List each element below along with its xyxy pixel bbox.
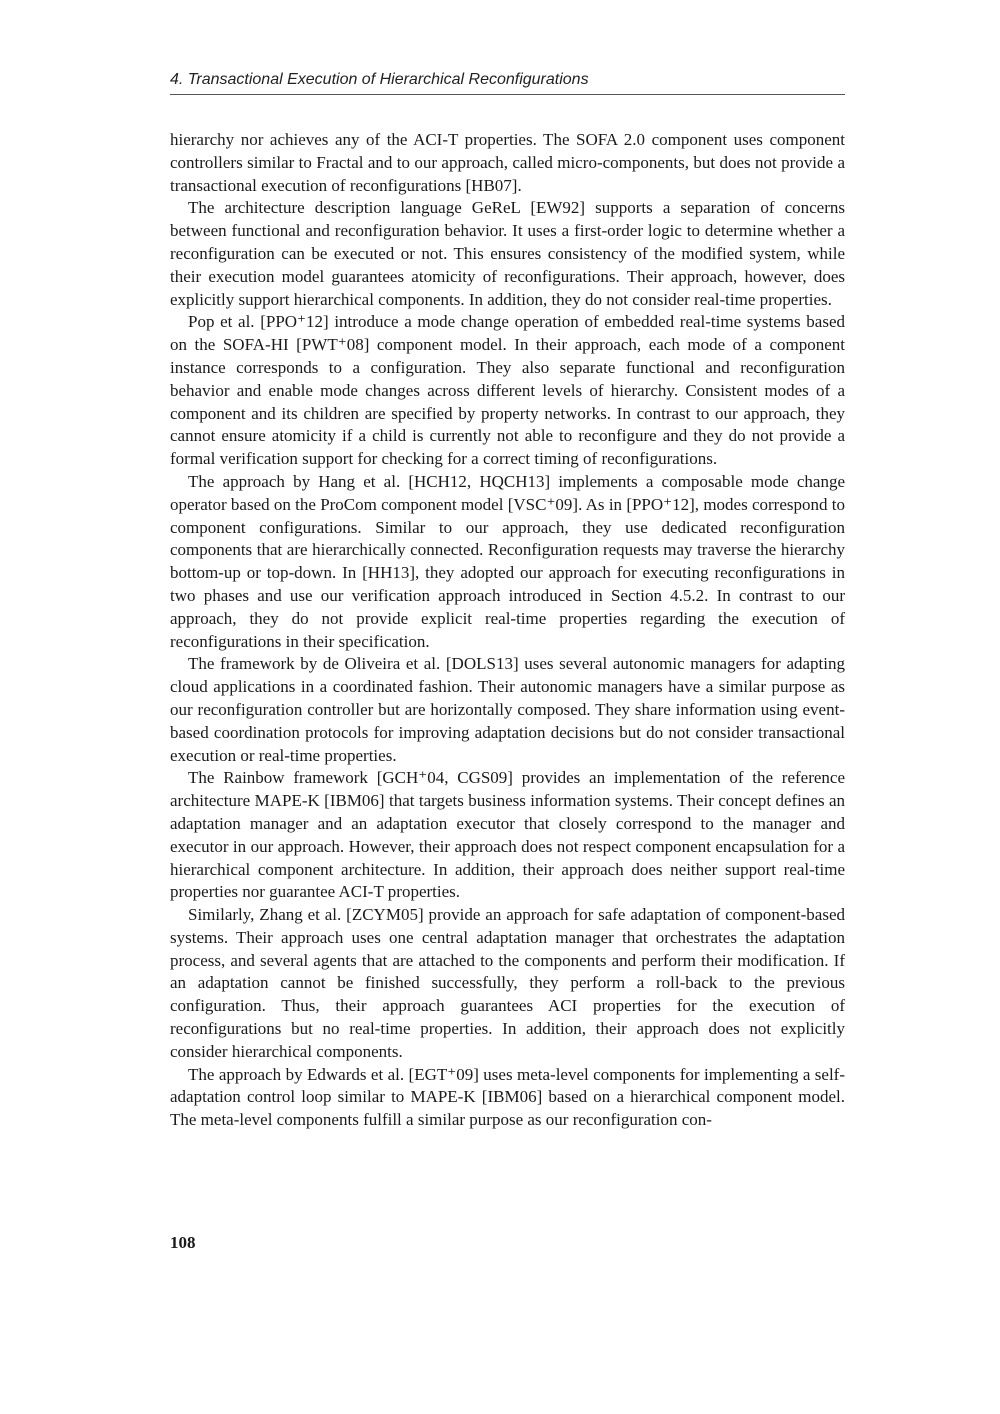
- paragraph-gerel: The architecture description language GeReL [EW92] supports a separation of concerns between functional and reconfiguration behavior. It uses a first-order logic to determine whether a reconfiguration can be executed or not. This ensures consistency of the modified system, while their execution model guarantees atomicity of reconfigurations. Their approach, however, does explicitly support hierarchical components. In addition, they do not consider real-time properties.: [170, 198, 845, 309]
- body-text: [170, 129, 845, 1132]
- running-header: [170, 70, 845, 95]
- running-header-title: 4. Transactional Execution of Hierarchical Reconfigurations: [170, 71, 589, 88]
- paragraph-edwards: The approach by Edwards et al. [EGT⁺09] uses meta-level components for implementing a self-adaptation control loop similar to MAPE-K [IBM06] based on a hierarchical component model. The meta-level components fulfill a similar purpose as our reconfiguration con-: [170, 1064, 845, 1130]
- paragraph-zhang: Similarly, Zhang et al. [ZCYM05] provide an approach for safe adaptation of component-based systems. Their approach uses one central adaptation manager that orchestrates the adaptation process, and several agents that are attached to the components and perform their modification. If an adaptation cannot be finished successfully, they perform a roll-back to the previous configuration. Thus, their approach guarantees ACI properties for the execution of reconfigurations but no real-time properties. In addition, their approach does not explicitly consider hierarchical components.: [170, 905, 845, 1061]
- paragraph-hang: The approach by Hang et al. [HCH12, HQCH13] implements a composable mode change operator based on the ProCom component model [VSC⁺09]. As in [PPO⁺12], modes correspond to component configurations. Similar to our approach, they use dedicated reconfiguration components that are hierarchically connected. Reconfiguration requests may traverse the hierarchy bottom-up or top-down. In [HH13], they adopted our approach for executing reconfigurations in two phases and use our verification approach introduced in Section 4.5.2. In contrast to our approach, they do not provide explicit real-time properties regarding the execution of reconfigurations in their specification.: [170, 471, 845, 651]
- paragraph-hierarchy-continuation: hierarchy nor achieves any of the ACI-T properties. The SOFA 2.0 component uses component controllers similar to Fractal and to our approach, called micro-components, but does not provide a transactional execution of reconfigurations [HB07].: [170, 130, 845, 195]
- paragraph-pop: Pop et al. [PPO⁺12] introduce a mode change operation of embedded real-time systems based on the SOFA-HI [PWT⁺08] component model. In their approach, each mode of a component instance corresponds to a configuration. They also separate functional and reconfiguration behavior and enable mode changes across different levels of hierarchy. Consistent modes of a component and its children are specified by property networks. In contrast to our approach, they cannot ensure atomicity if a child is currently not able to reconfigure and they do not provide a formal verification support for checking for a correct timing of reconfigurations.: [170, 312, 845, 469]
- paragraph-de-oliveira: The framework by de Oliveira et al. [DOLS13] uses several autonomic managers for adapting cloud applications in a coordinated fashion. Their autonomic managers have a similar purpose as our reconfiguration controller but are horizontally composed. They share information using event-based coordination protocols for improving adaptation decisions but do not consider transactional execution or real-time properties.: [170, 654, 845, 765]
- page-number: 108: [170, 1233, 196, 1252]
- paragraph-rainbow: The Rainbow framework [GCH⁺04, CGS09] provides an implementation of the reference architecture MAPE-K [IBM06] that targets business information systems. Their concept defines an adaptation manager and an adaptation executor that closely correspond to the manager and executor in our approach. However, their approach does not respect component encapsulation for a hierarchical component architecture. In addition, their approach does neither support real-time properties nor guarantee ACI-T properties.: [170, 768, 845, 902]
